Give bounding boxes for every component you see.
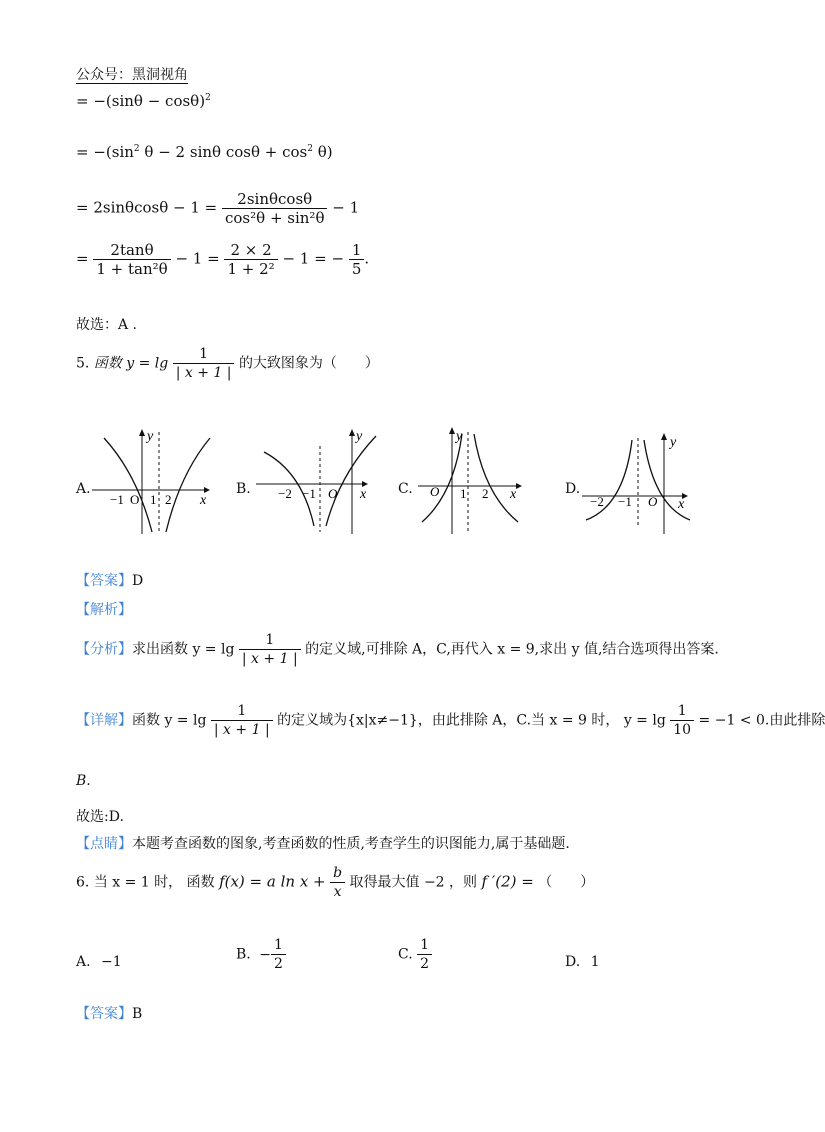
curve-right — [474, 434, 518, 522]
y-arrow — [661, 433, 667, 440]
derivation-line-4-post: . — [364, 249, 370, 268]
q5-xiangjie-num2: 1 — [670, 702, 694, 721]
tick-m2: −2 — [590, 494, 604, 509]
y-label: y — [356, 429, 363, 444]
derivation-line-4-den2: 1 + 2² — [227, 260, 275, 278]
q5-stem-pre: 函数 y = lg — [93, 355, 169, 372]
q5-stem — [76, 345, 379, 382]
tick-m1: −1 — [302, 486, 316, 501]
derivation-line-4-den1: 1 + tan²θ — [96, 260, 168, 278]
x-label: x — [200, 493, 207, 508]
derivation-line-2-sup1: 2 — [133, 144, 140, 154]
q5-choice: 故选:D. — [76, 809, 124, 825]
derivation-line-3-fraction — [222, 190, 327, 227]
q6-stem-den: x — [333, 884, 342, 900]
q5-xiangjie-cont: B. — [76, 773, 91, 789]
q5-fenxi — [76, 631, 719, 668]
q6-option-c-fraction — [417, 936, 432, 973]
q5-xiangjie — [76, 702, 825, 739]
q5-stem-num: 1 — [173, 345, 235, 364]
q5-xiangjie-den2: 10 — [673, 722, 692, 738]
derivation-line-2-post: θ) — [312, 143, 333, 161]
q5-answer — [76, 570, 143, 590]
q6-stem-fraction — [330, 864, 345, 901]
q6-option-d — [565, 954, 600, 970]
q6-option-d-value: 1 — [590, 954, 600, 970]
q5-xiangjie-mid: 的定义域为{x|x≠−1}，由此排除 A，C.当 x = 9 时， y = lg — [277, 712, 666, 729]
q6-option-b-num: 1 — [271, 936, 286, 955]
q5-stem-den: | x + 1 | — [175, 365, 232, 381]
q5-dianjing-tag: 【点睛】 — [76, 836, 132, 852]
q6-option-c-label: C. — [398, 946, 413, 963]
q6-stem-fp: f ′(2) = — [481, 872, 534, 891]
q5-xiangjie-pre: 函数 y = lg — [132, 712, 207, 729]
q5-option-c-graph — [418, 424, 544, 534]
q6-option-b-fraction — [271, 936, 286, 973]
y-arrow — [449, 427, 455, 434]
q5-option-a-label: A. — [76, 481, 91, 497]
derivation-line-3 — [76, 190, 359, 227]
q5-xiangjie-den: | x + 1 | — [213, 722, 270, 738]
q5-fenxi-den: | x + 1 | — [241, 651, 298, 667]
derivation-line-2-mid: θ − 2 sinθ cosθ + cos — [139, 143, 308, 161]
q5-fenxi-pre: 求出函数 y = lg — [132, 641, 235, 658]
tick-2: 2 — [165, 492, 172, 507]
y-label: y — [456, 429, 463, 444]
derivation-line-4-frac3 — [349, 241, 365, 278]
derivation-line-4-num1: 2tanθ — [93, 241, 170, 260]
watermark-text: 公众号：黑洞视角 — [76, 67, 188, 83]
derivation-line-1-sup: 2 — [205, 93, 211, 103]
curve-left — [422, 434, 462, 522]
derivation-line-4-mid: − 1 = — [175, 249, 220, 268]
derivation-line-3-post: − 1 — [332, 198, 360, 217]
q5-analysis-tag: 【解析】 — [76, 602, 132, 618]
q6-option-a — [76, 954, 122, 970]
q5-answer-tag: 【答案】 — [76, 573, 132, 589]
q6-option-c-den: 2 — [420, 956, 430, 972]
q5-number: 5. — [76, 355, 90, 372]
watermark — [76, 64, 188, 84]
derivation-line-3-pre: = 2sinθcosθ − 1 = — [76, 198, 218, 217]
q6-option-a-value: −1 — [101, 954, 122, 970]
q6-stem-f: f(x) = a ln x + — [219, 872, 326, 891]
curve-right — [166, 438, 210, 532]
derivation-line-3-num: 2sinθcosθ — [222, 190, 327, 209]
tick-m1: −1 — [110, 492, 124, 507]
derivation-line-4 — [76, 241, 369, 278]
q5-fenxi-num: 1 — [239, 631, 301, 650]
derivation-line-3-den: cos²θ + sin²θ — [225, 209, 325, 227]
q4-choice: 故选：A . — [76, 317, 138, 333]
q6-stem-post: （ ） — [538, 874, 595, 891]
q6-option-c-num: 1 — [417, 936, 432, 955]
derivation-line-4-frac1 — [93, 241, 170, 278]
q5-fenxi-fraction — [239, 631, 301, 668]
q6-option-b-den: 2 — [273, 956, 283, 972]
derivation-line-4-frac2 — [224, 241, 277, 278]
q5-option-d-graph — [582, 424, 708, 534]
tick-m1: −1 — [618, 494, 632, 509]
q6-answer — [76, 1003, 142, 1023]
curve-right — [326, 436, 376, 526]
q5-xiangjie-num: 1 — [211, 702, 273, 721]
x-label: x — [678, 497, 685, 512]
derivation-line-1-text: = −(sinθ − cosθ) — [76, 92, 206, 110]
curve-left — [104, 438, 152, 532]
q5-option-d-label: D. — [565, 481, 581, 497]
q5-option-c-label: C. — [398, 481, 413, 497]
q5-stem-post: 的大致图象为（ ） — [238, 355, 379, 372]
x-label: x — [360, 487, 367, 502]
tick-o: O — [430, 484, 440, 499]
q6-answer-value: B — [132, 1006, 143, 1022]
q6-stem-pre: 当 x = 1 时， 函数 — [93, 874, 215, 891]
q5-fenxi-tag: 【分析】 — [76, 641, 132, 658]
q6-stem-mid: 取得最大值 −2 ，则 — [349, 874, 478, 891]
tick-2: 2 — [482, 486, 489, 501]
x-label: x — [510, 487, 517, 502]
q6-option-c — [398, 936, 432, 973]
q5-answer-value: D — [132, 573, 144, 589]
tick-o: O — [130, 492, 140, 507]
q5-xiangjie-fraction — [211, 702, 273, 739]
q6-option-d-label: D. — [565, 954, 581, 970]
derivation-line-4-den3: 5 — [351, 260, 362, 278]
q5-fenxi-post: 的定义域,可排除 A，C,再代入 x = 9,求出 y 值,结合选项得出答案. — [305, 641, 719, 658]
q6-stem — [76, 864, 594, 901]
derivation-line-4-mid2: − 1 = − — [282, 249, 345, 268]
derivation-line-2-pre: = −(sin — [76, 143, 134, 161]
derivation-line-2 — [76, 143, 333, 161]
y-label: y — [147, 429, 154, 444]
x-arrow — [516, 483, 522, 489]
tick-o: O — [648, 494, 658, 509]
q6-option-b — [236, 936, 286, 973]
q5-option-a-graph — [92, 424, 218, 534]
q5-dianjing — [76, 833, 570, 853]
q5-option-b-label: B. — [236, 481, 251, 497]
derivation-line-4-pre: = — [76, 249, 89, 268]
q6-option-b-sign: − — [259, 946, 271, 963]
q6-option-b-label: B. — [236, 946, 251, 963]
q5-xiangjie-tag: 【详解】 — [76, 712, 132, 729]
q6-stem-num: b — [330, 864, 345, 883]
derivation-line-4-num2: 2 × 2 — [224, 241, 277, 260]
y-arrow — [139, 429, 145, 436]
q5-stem-fraction — [173, 345, 235, 382]
q5-option-b-graph — [256, 424, 382, 534]
tick-1: 1 — [150, 492, 157, 507]
q5-dianjing-text: 本题考查函数的图象,考查函数的性质,考查学生的识图能力,属于基础题. — [132, 836, 570, 852]
q5-xiangjie-post: = −1 < 0.由此排除 — [698, 712, 825, 729]
tick-m2: −2 — [278, 486, 292, 501]
q6-answer-tag: 【答案】 — [76, 1006, 132, 1022]
y-arrow — [349, 429, 355, 436]
q6-option-a-label: A. — [76, 954, 91, 970]
derivation-line-2-sup2: 2 — [307, 144, 313, 154]
derivation-line-1 — [76, 92, 211, 110]
derivation-line-4-num3: 1 — [349, 241, 365, 260]
y-label: y — [670, 435, 677, 450]
q5-xiangjie-fraction-2 — [670, 702, 694, 739]
q6-number: 6. — [76, 874, 90, 891]
tick-1: 1 — [460, 486, 467, 501]
tick-o: O — [328, 486, 338, 501]
